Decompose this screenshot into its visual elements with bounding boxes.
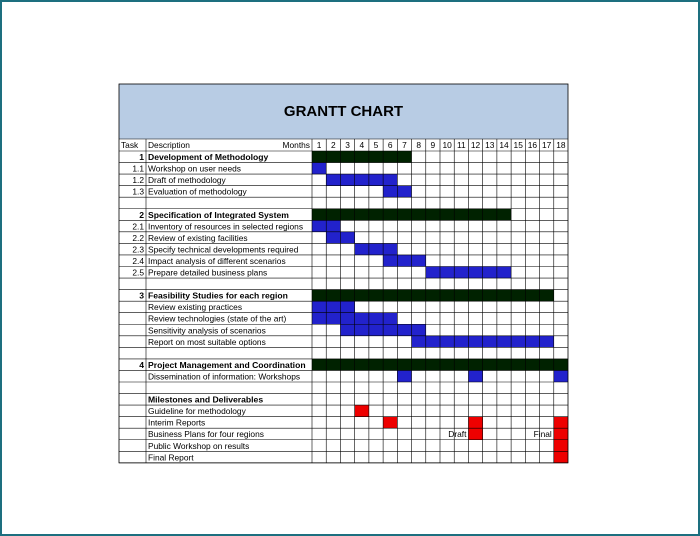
month-label-4: 4 [359, 140, 365, 150]
task-description-24: Business Plans for four regions [148, 429, 264, 440]
milestone-note-draft: Draft [448, 429, 467, 440]
milestone-cell-26-18 [554, 451, 568, 463]
task-description-23: Interim Reports [148, 417, 206, 428]
month-label-3: 3 [345, 140, 350, 150]
task-description-14: Review technologies (state of the art) [148, 313, 287, 324]
month-label-18: 18 [556, 140, 566, 150]
task-bar-8 [355, 243, 398, 255]
task-bar-2 [326, 174, 397, 186]
group-bar-12 [312, 290, 554, 302]
month-label-7: 7 [402, 140, 407, 150]
month-label-1: 1 [316, 140, 322, 150]
milestone-cell-23-6 [383, 417, 397, 429]
group-bar-0 [312, 151, 412, 163]
task-bar-1 [312, 163, 326, 175]
task-id-9: 2.4 [132, 255, 144, 266]
task-id-8: 2.3 [132, 244, 144, 255]
task-description-19: Dissemination of information: Workshops [148, 371, 301, 382]
month-label-17: 17 [542, 140, 552, 150]
task-bar-9 [383, 255, 426, 267]
task-description-26: Final Report [148, 452, 194, 463]
milestone-cell-25-18 [554, 440, 568, 452]
milestone-cell-24-18 [554, 428, 568, 440]
workshop-cell-19-7 [397, 370, 411, 382]
task-id-12: 3 [139, 290, 144, 301]
milestone-cell-23-18 [554, 417, 568, 429]
task-description-25: Public Workshop on results [148, 440, 250, 451]
milestone-note-final: Final [533, 429, 552, 440]
chart-title: GRANTT CHART [283, 103, 404, 120]
month-label-2: 2 [330, 140, 336, 150]
task-id-2: 1.2 [132, 175, 144, 186]
task-bar-13 [312, 301, 355, 313]
task-description-2: Draft of methodology [148, 175, 226, 186]
milestone-cell-24-12 [468, 428, 482, 440]
task-id-10: 2.5 [132, 267, 144, 278]
month-label-8: 8 [416, 140, 422, 150]
task-description-12: Feasibility Studies for each region [148, 290, 288, 301]
task-description-6: Inventory of resources in selected regions [148, 221, 304, 232]
task-description-0: Development of Methodology [148, 152, 269, 162]
task-id-7: 2.2 [132, 232, 144, 243]
month-label-12: 12 [470, 140, 481, 150]
month-label-16: 16 [527, 140, 538, 150]
task-description-1: Workshop on user needs [148, 163, 241, 174]
month-label-15: 15 [513, 140, 523, 150]
task-id-1: 1.1 [132, 163, 144, 174]
task-description-13: Review existing practices [148, 302, 243, 313]
month-label-10: 10 [442, 140, 452, 150]
task-description-10: Prepare detailed business plans [148, 267, 268, 278]
task-description-21: Milestones and Deliverables [148, 394, 264, 405]
milestone-cell-23-12 [468, 417, 482, 429]
task-description-22: Guideline for methodology [148, 406, 246, 417]
task-description-15: Sensitivity analysis of scenarios [148, 325, 266, 336]
task-id-5: 2 [139, 209, 144, 220]
task-id-0: 1 [139, 152, 144, 162]
month-label-9: 9 [430, 140, 436, 150]
task-id-18: 4 [139, 359, 144, 370]
month-label-6: 6 [387, 140, 393, 150]
milestone-cell-22-4 [355, 405, 369, 417]
month-label-11: 11 [456, 140, 466, 150]
task-description-3: Evaluation of methodology [148, 186, 247, 197]
task-description-8: Specify technical developments required [148, 244, 299, 255]
task-id-3: 1.3 [132, 186, 144, 197]
column-header-task: Task [121, 140, 139, 150]
month-label-14: 14 [499, 140, 509, 150]
task-description-18: Project Management and Coordination [148, 359, 306, 370]
column-header-months: Months [282, 140, 310, 150]
task-description-7: Review of existing facilities [148, 232, 248, 243]
task-id-6: 2.1 [132, 221, 144, 232]
workshop-cell-19-12 [468, 370, 482, 382]
workshop-cell-19-18 [554, 370, 568, 382]
task-description-9: Impact analysis of different scenarios [148, 255, 286, 266]
month-label-13: 13 [485, 140, 495, 150]
column-header-description: Description [148, 140, 190, 150]
task-description-5: Specification of Integrated System [148, 209, 289, 220]
task-description-16: Report on most suitable options [148, 336, 266, 347]
month-label-5: 5 [373, 140, 379, 150]
